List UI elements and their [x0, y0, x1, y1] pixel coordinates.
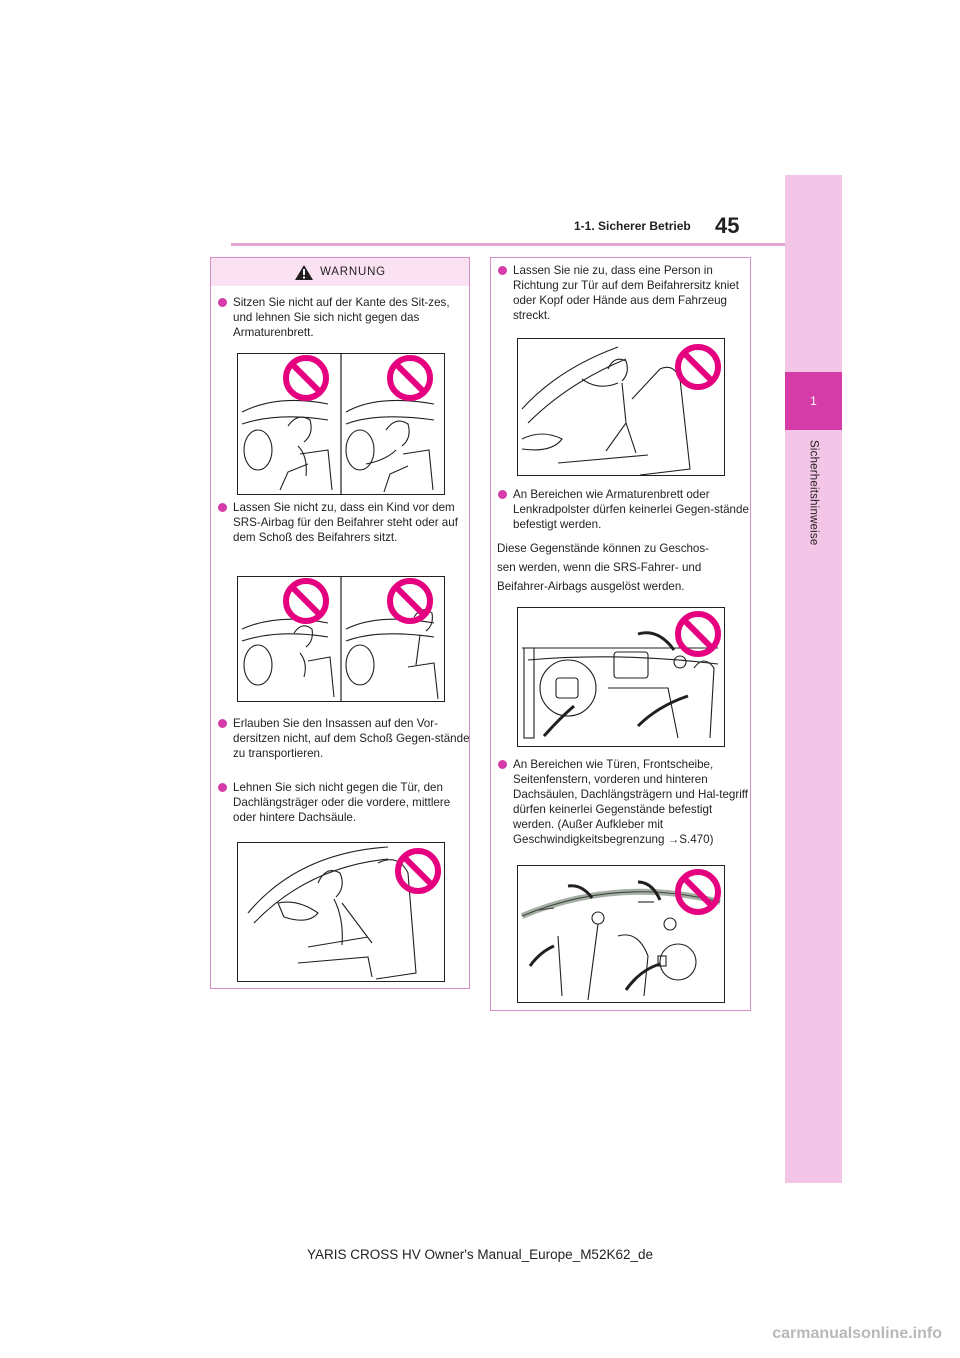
illustration-leaning-door — [237, 842, 445, 982]
warning-item-3: Erlauben Sie den Insassen auf den Vor-dersitzen nicht, auf dem Schoß Gegen-stände zu transportieren. — [217, 716, 471, 761]
illustration-sitting-edge — [237, 353, 445, 495]
warning-item-1: Sitzen Sie nicht auf der Kante des Sit-zes, und lehnen Sie sich nicht gegen das Armaturenbrett. — [217, 295, 471, 340]
warning-triangle-icon — [294, 264, 314, 281]
warning-item-4: Lehnen Sie sich nicht gegen die Tür, den Dachlängsträger oder die vordere, mittlere oder hintere Dachsäule. — [217, 780, 471, 825]
chapter-label: Sicherheitshinweise — [807, 440, 820, 546]
note-line-2: sen werden, wenn die SRS-Fahrer- und — [497, 561, 702, 574]
chapter-label-wrap — [785, 440, 842, 590]
header-rule — [231, 243, 785, 246]
chapter-number: 1 — [785, 372, 842, 430]
illustration-door-pillar-objects — [517, 865, 725, 1003]
prohibition-icon — [390, 358, 430, 398]
warning-header — [211, 258, 469, 286]
illustration-dashboard-objects-drawing — [518, 608, 724, 746]
warning-item-7: An Bereichen wie Türen, Frontscheibe, Seitenfenstern, vorderen und hinteren Dachsäulen, Dachlängsträgern und Hal-tegriff dürfen keinerlei Gegenstände befestigt werden. (Außer Aufkleber mit Geschwindigkeitsbegrenzung →S.470) — [497, 757, 753, 847]
illustration-leaning-door-drawing — [238, 843, 444, 981]
warning-box-right — [490, 257, 751, 1011]
prohibition-icon — [286, 358, 326, 398]
illustration-kneeling-passenger-drawing — [518, 339, 724, 475]
warning-box-left — [210, 257, 470, 989]
warning-title: WARNUNG — [320, 266, 386, 278]
illustration-child-front — [237, 576, 445, 702]
illustration-dashboard-objects — [517, 607, 725, 747]
note-line-3: Beifahrer-Airbags ausgelöst werden. — [497, 580, 685, 593]
footer-text: YARIS CROSS HV Owner's Manual_Europe_M52K62_de — [307, 1247, 653, 1262]
prohibition-icon — [286, 581, 326, 621]
warning-item-6: An Bereichen wie Armaturenbrett oder Lenkradpolster dürfen keinerlei Gegen-stände befestigt werden. — [497, 487, 753, 532]
chapter-side-tab — [785, 175, 842, 1183]
watermark: carmanualsonline.info — [772, 1325, 942, 1342]
page-number: 45 — [715, 213, 740, 238]
warning-item-2: Lassen Sie nicht zu, dass ein Kind vor dem SRS-Airbag für den Beifahrer steht oder auf dem Schoß des Beifahrers sitzt. — [217, 500, 471, 545]
prohibition-icon — [398, 851, 438, 891]
illustration-child-front-drawing — [238, 577, 444, 701]
illustration-sitting-edge-drawing — [238, 354, 444, 494]
warning-item-5: Lassen Sie nie zu, dass eine Person in Richtung zur Tür auf dem Beifahrersitz kniet oder Kopf oder Hände aus dem Fahrzeug streckt. — [497, 263, 753, 323]
illustration-kneeling-passenger — [517, 338, 725, 476]
section-title: 1-1. Sicherer Betrieb — [574, 219, 691, 233]
note-line-1: Diese Gegenstände können zu Geschos- — [497, 542, 710, 555]
prohibition-icon — [678, 347, 718, 387]
prohibition-icon — [390, 581, 430, 621]
illustration-door-pillar-objects-drawing — [518, 866, 724, 1002]
